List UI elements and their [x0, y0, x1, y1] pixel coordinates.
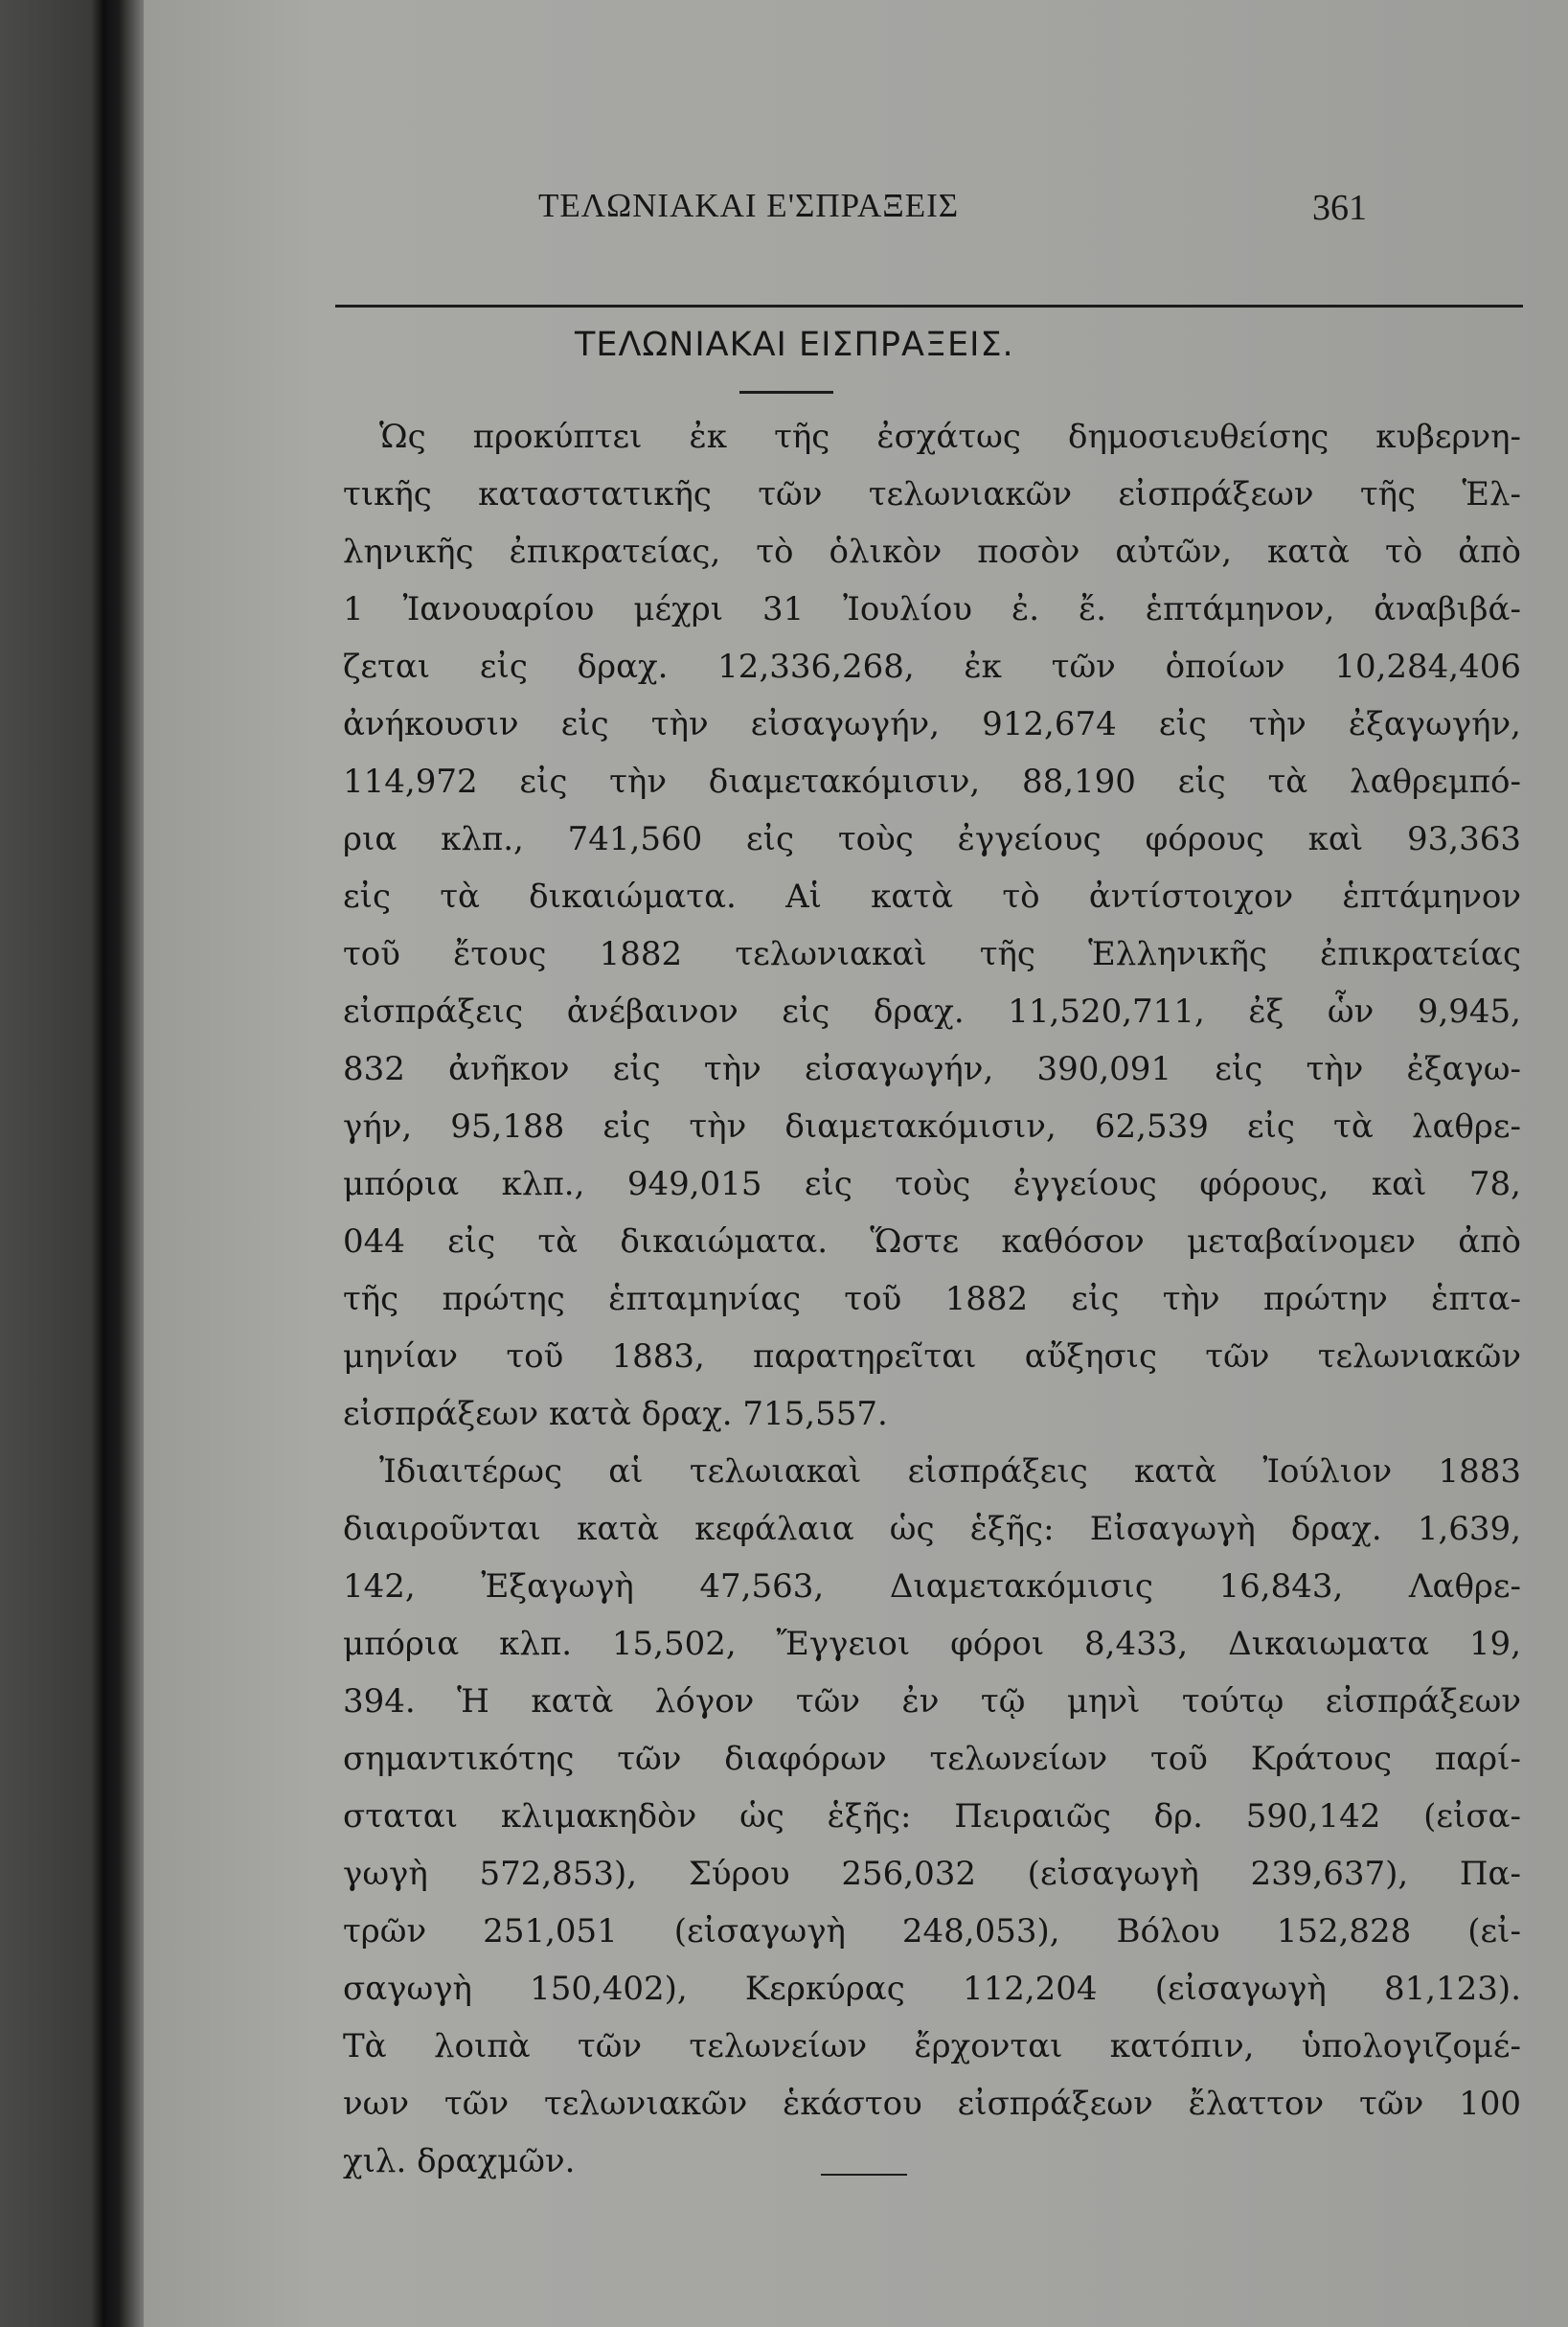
- text-line: 1 Ἰανουαρίου μέχρι 31 Ἰουλίου ἐ. ἔ. ἑπτάμηνον, ἀναβιβά-: [343, 590, 1521, 628]
- text-line: εἰσπράξεων κατὰ δραχ. 715,557.: [343, 1395, 888, 1433]
- text-line: 832 ἀνῆκον εἰς τὴν εἰσαγωγήν, 390,091 εἰς τὴν ἐξαγω-: [343, 1050, 1521, 1088]
- text-line: 044 εἰς τὰ δικαιώματα. Ὥστε καθόσον μεταβαίνομεν ἀπὸ: [343, 1222, 1521, 1261]
- text-line: γήν, 95,188 εἰς τὴν διαμετακόμισιν, 62,539 εἰς τὰ λαθρε-: [343, 1107, 1521, 1146]
- text-line: τοῦ ἔτους 1882 τελωνιακαὶ τῆς Ἑλληνικῆς ἐπικρατείας: [343, 935, 1521, 973]
- text-line: μηνίαν τοῦ 1883, παρατηρεῖται αὔξησις τῶν τελωνιακῶν: [343, 1337, 1521, 1376]
- text-line: σαγωγὴ 150,402), Κερκύρας 112,204 (εἰσαγωγὴ 81,123).: [343, 1970, 1521, 2008]
- text-line: ἀνήκουσιν εἰς τὴν εἰσαγωγήν, 912,674 εἰς τὴν ἐξαγωγήν,: [343, 705, 1521, 743]
- text-line: εἰς τὰ δικαιώματα. Αἱ κατὰ τὸ ἀντίστοιχον ἑπτάμηνον: [343, 878, 1521, 916]
- text-line: εἰσπράξεις ἀνέβαινον εἰς δραχ. 11,520,711, ἐξ ὧν 9,945,: [343, 992, 1521, 1031]
- section-title: ΤΕΛΩΝΙΑΚΑΙ ΕΙΣΠΡΑΞΕΙΣ.: [575, 326, 1014, 364]
- running-head-title: ΤΕΛΩΝΙΑΚΑΙ Ε'ΣΠΡΑΞΕΙΣ: [538, 187, 960, 224]
- text-line: Ἰδιαιτέρως αἱ τελωιακαὶ εἰσπράξεις κατὰ Ἰούλιον 1883: [379, 1452, 1521, 1491]
- text-line: σταται κλιμακηδὸν ὡς ἑξῆς: Πειραιῶς δρ. 590,142 (εἰσα-: [343, 1797, 1521, 1836]
- text-line: μπόρια κλπ., 949,015 εἰς τοὺς ἐγγείους φόρους, καὶ 78,: [343, 1165, 1521, 1203]
- text-line: νων τῶν τελωνιακῶν ἑκάστου εἰσπράξεων ἔλαττον τῶν 100: [343, 2085, 1521, 2123]
- text-line: τῆς πρώτης ἑπταμηνίας τοῦ 1882 εἰς τὴν πρώτην ἑπτα-: [343, 1280, 1521, 1318]
- text-line: γωγὴ 572,853), Σύρου 256,032 (εἰσαγωγὴ 239,637), Πα-: [343, 1855, 1521, 1893]
- binding-gutter: [0, 0, 144, 2327]
- text-line: τικῆς καταστατικῆς τῶν τελωνιακῶν εἰσπράξεων τῆς Ἑλ-: [343, 475, 1521, 513]
- text-line: 114,972 εἰς τὴν διαμετακόμισιν, 88,190 εἰς τὰ λαθρεμπό-: [343, 763, 1521, 801]
- text-line: χιλ. δραχμῶν.: [343, 2142, 576, 2180]
- text-line: Τὰ λοιπὰ τῶν τελωνείων ἔρχονται κατόπιν, ὑπολογιζομέ-: [343, 2027, 1521, 2065]
- page-number: 361: [1312, 188, 1367, 228]
- text-line: ζεται εἰς δραχ. 12,336,268, ἐκ τῶν ὁποίων 10,284,406: [343, 648, 1521, 686]
- text-line: 142, Ἐξαγωγὴ 47,563, Διαμετακόμισις 16,843, Λαθρε-: [343, 1567, 1521, 1606]
- article-body: [144, 0, 1568, 2327]
- text-line: διαιροῦνται κατὰ κεφάλαια ὡς ἑξῆς: Εἰσαγωγὴ δραχ. 1,639,: [343, 1510, 1521, 1548]
- text-line: τρῶν 251,051 (εἰσαγωγὴ 248,053), Βόλου 152,828 (εἰ-: [343, 1912, 1521, 1951]
- text-line: Ὡς προκύπτει ἐκ τῆς ἐσχάτως δημοσιευθείσης κυβερνη-: [379, 418, 1521, 456]
- text-line: μπόρια κλπ. 15,502, Ἔγγειοι φόροι 8,433, Δικαιωματα 19,: [343, 1625, 1521, 1663]
- text-line: 394. Ἡ κατὰ λόγον τῶν ἐν τῷ μηνὶ τούτῳ εἰσπράξεων: [343, 1682, 1521, 1721]
- text-line: σημαντικότης τῶν διαφόρων τελωνείων τοῦ Κράτους παρί-: [343, 1740, 1521, 1778]
- text-line: ρια κλπ., 741,560 εἰς τοὺς ἐγγείους φόρους καὶ 93,363: [343, 820, 1521, 858]
- book-page: [144, 0, 1568, 2327]
- text-line: ληνικῆς ἐπικρατείας, τὸ ὁλικὸν ποσὸν αὐτῶν, κατὰ τὸ ἀπὸ: [343, 533, 1521, 571]
- end-dash: [821, 2174, 907, 2176]
